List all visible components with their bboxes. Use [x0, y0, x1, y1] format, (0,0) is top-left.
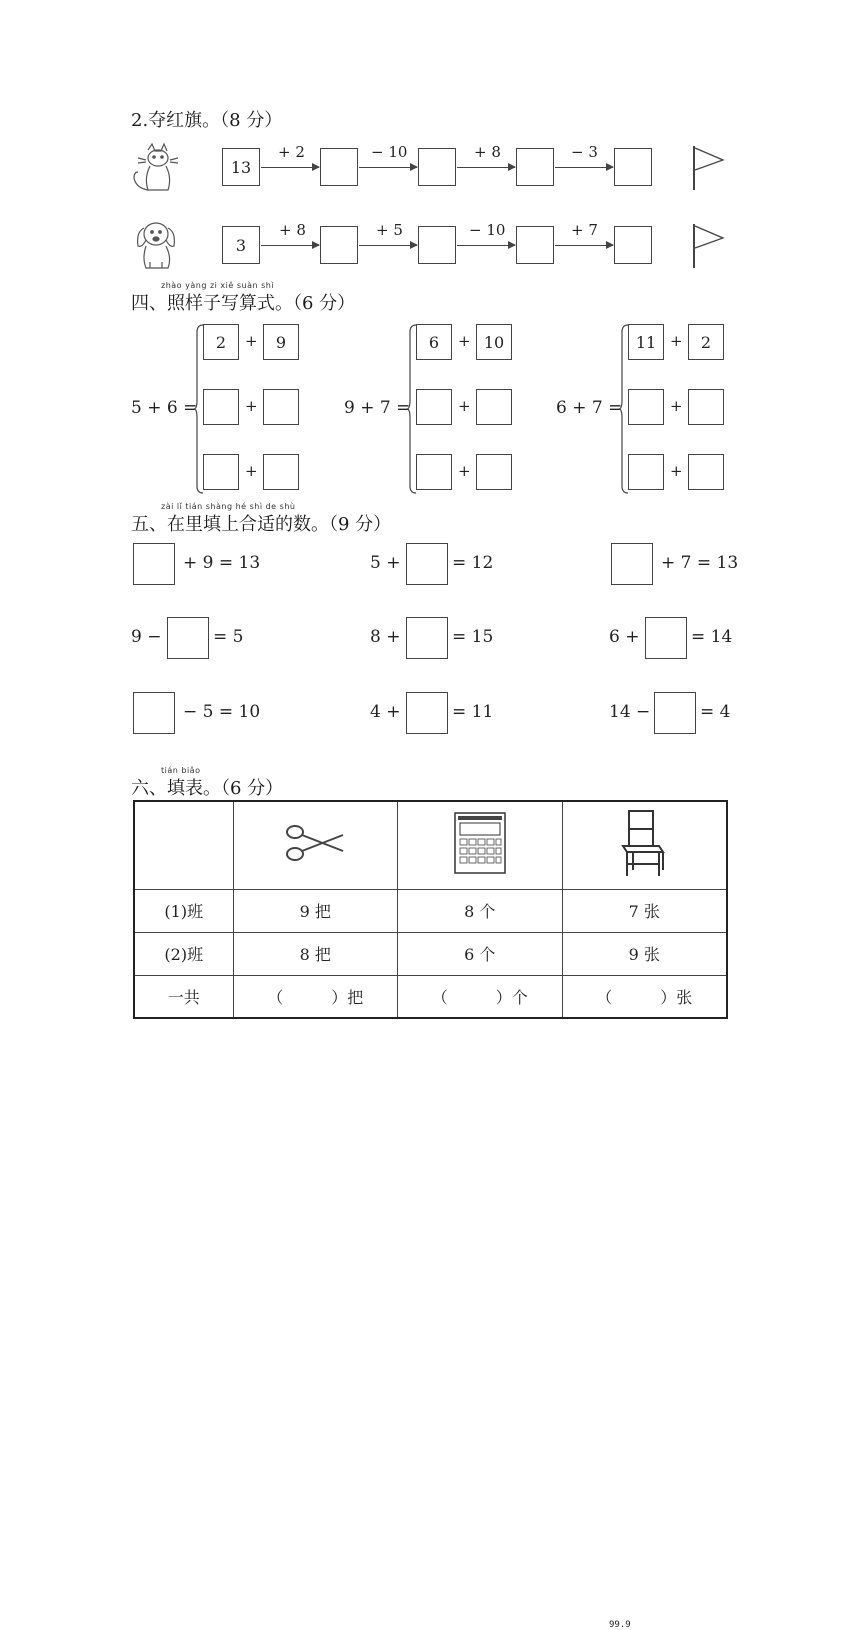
plus-sign: + — [458, 397, 471, 415]
table-row — [134, 889, 727, 932]
equation-text: = 4 — [700, 702, 731, 722]
answer-box[interactable] — [516, 148, 554, 186]
flag-row1-op: + 8 — [474, 143, 501, 161]
sec4-expr: 6 + 7 = — [556, 398, 623, 418]
answer-box[interactable] — [406, 692, 448, 734]
answer-box[interactable] — [418, 226, 456, 264]
equation-text: = 14 — [691, 627, 733, 647]
answer-box[interactable] — [203, 389, 239, 425]
chair-cell — [562, 801, 727, 889]
table-row-total — [134, 975, 727, 1018]
table-cell: 7 张 — [562, 889, 727, 932]
total-answer-cell[interactable]: （ ）个 — [398, 975, 562, 1018]
plus-sign: + — [670, 462, 683, 480]
flag-row1-op: + 2 — [278, 143, 305, 161]
plus-sign: + — [670, 332, 683, 350]
equation-text: = 5 — [213, 627, 244, 647]
calculator-display: 99.9 — [609, 1620, 631, 1630]
cat-icon — [128, 142, 182, 198]
plus-sign: + — [245, 332, 258, 350]
table-cell: 9 把 — [233, 889, 397, 932]
answer-box[interactable] — [320, 148, 358, 186]
arrow — [261, 167, 319, 168]
scissors-cell — [233, 801, 397, 889]
fill-table — [133, 800, 728, 1630]
answer-box[interactable] — [133, 692, 175, 734]
flag-row2-op: + 8 — [279, 221, 306, 239]
answer-box[interactable] — [688, 389, 724, 425]
answer-box[interactable] — [406, 543, 448, 585]
equation-text: 8 + — [370, 627, 401, 647]
answer-box[interactable] — [167, 617, 209, 659]
chair-icon — [619, 808, 669, 878]
answer-box[interactable] — [516, 226, 554, 264]
sec4-expr: 5 + 6 = — [131, 398, 198, 418]
plus-sign: + — [458, 462, 471, 480]
example-box: 9 — [263, 324, 299, 360]
equation-text: + 9 = 13 — [183, 553, 261, 573]
flag-row2-op: + 5 — [376, 221, 403, 239]
dog-icon — [128, 218, 182, 274]
answer-box[interactable] — [628, 454, 664, 490]
table-cell: 6 个 — [398, 932, 562, 975]
row-label: (2)班 — [134, 932, 233, 975]
answer-box[interactable] — [416, 389, 452, 425]
flag-icon — [690, 222, 726, 270]
table-cell: 8 把 — [233, 932, 397, 975]
row-label: (1)班 — [134, 889, 233, 932]
answer-box[interactable] — [476, 454, 512, 490]
scissors-icon — [283, 821, 347, 865]
table-cell: 8 个 — [398, 889, 562, 932]
flag-row2-op: + 7 — [571, 221, 598, 239]
arrow — [359, 167, 417, 168]
example-box: 11 — [628, 324, 664, 360]
flag-row1-op: − 10 — [371, 143, 408, 161]
equation-text: 14 − — [609, 702, 651, 722]
plus-sign: + — [458, 332, 471, 350]
answer-box[interactable] — [263, 454, 299, 490]
flag-row2-start-box: 3 — [222, 226, 260, 264]
pinyin-sec5: zài lǐ tián shàng hé shì de shù — [161, 502, 296, 511]
example-box: 2 — [688, 324, 724, 360]
arrow — [555, 167, 613, 168]
equation-text: 4 + — [370, 702, 401, 722]
equation-text: − 5 = 10 — [183, 702, 261, 722]
total-answer-cell[interactable]: （ ）把 — [233, 975, 397, 1018]
example-box: 10 — [476, 324, 512, 360]
arrow — [457, 167, 515, 168]
section-title-5: 五、在里填上合适的数。（9 分） — [131, 514, 392, 535]
answer-box[interactable] — [614, 148, 652, 186]
sec4-expr: 9 + 7 = — [344, 398, 411, 418]
arrow — [359, 245, 417, 246]
flag-row2-op: − 10 — [469, 221, 506, 239]
flag-row1-start-box: 13 — [222, 148, 260, 186]
answer-box[interactable] — [416, 454, 452, 490]
pinyin-sec6: tián biǎo — [161, 766, 201, 775]
equation-text: 6 + — [609, 627, 640, 647]
answer-box[interactable] — [476, 389, 512, 425]
answer-box[interactable] — [688, 454, 724, 490]
example-box: 2 — [203, 324, 239, 360]
table-corner-cell — [134, 801, 233, 889]
plus-sign: + — [245, 397, 258, 415]
answer-box[interactable] — [406, 617, 448, 659]
flag-row1-op: − 3 — [571, 143, 598, 161]
plus-sign: + — [670, 397, 683, 415]
equation-text: + 7 = 13 — [661, 553, 739, 573]
answer-box[interactable] — [628, 389, 664, 425]
arrow — [261, 245, 319, 246]
row-label: 一共 — [134, 975, 233, 1018]
answer-box[interactable] — [645, 617, 687, 659]
answer-box[interactable] — [418, 148, 456, 186]
flag-icon — [690, 144, 726, 192]
section-title-flag: 2.夺红旗。（8 分） — [131, 110, 283, 131]
answer-box[interactable] — [320, 226, 358, 264]
arrow — [555, 245, 613, 246]
plus-sign: + — [245, 462, 258, 480]
answer-box[interactable] — [133, 543, 175, 585]
pinyin-sec4: zhào yàng zi xiě suàn shì — [161, 281, 275, 290]
arrow — [457, 245, 515, 246]
section-title-4: 四、照样子写算式。（6 分） — [131, 293, 356, 314]
equation-text: = 12 — [452, 553, 494, 573]
calculator-icon — [453, 811, 507, 875]
answer-box[interactable] — [614, 226, 652, 264]
equation-text: 5 + — [370, 553, 401, 573]
table-cell: 9 张 — [562, 932, 727, 975]
equation-text: = 11 — [452, 702, 494, 722]
example-box: 6 — [416, 324, 452, 360]
answer-box[interactable] — [263, 389, 299, 425]
answer-box[interactable] — [611, 543, 653, 585]
section-title-6: 六、填表。（6 分） — [131, 778, 284, 799]
equation-text: = 15 — [452, 627, 494, 647]
table-row — [134, 932, 727, 975]
answer-box[interactable] — [203, 454, 239, 490]
answer-box[interactable] — [654, 692, 696, 734]
total-answer-cell[interactable]: （ ）张 — [562, 975, 727, 1018]
equation-text: 9 − — [131, 627, 162, 647]
